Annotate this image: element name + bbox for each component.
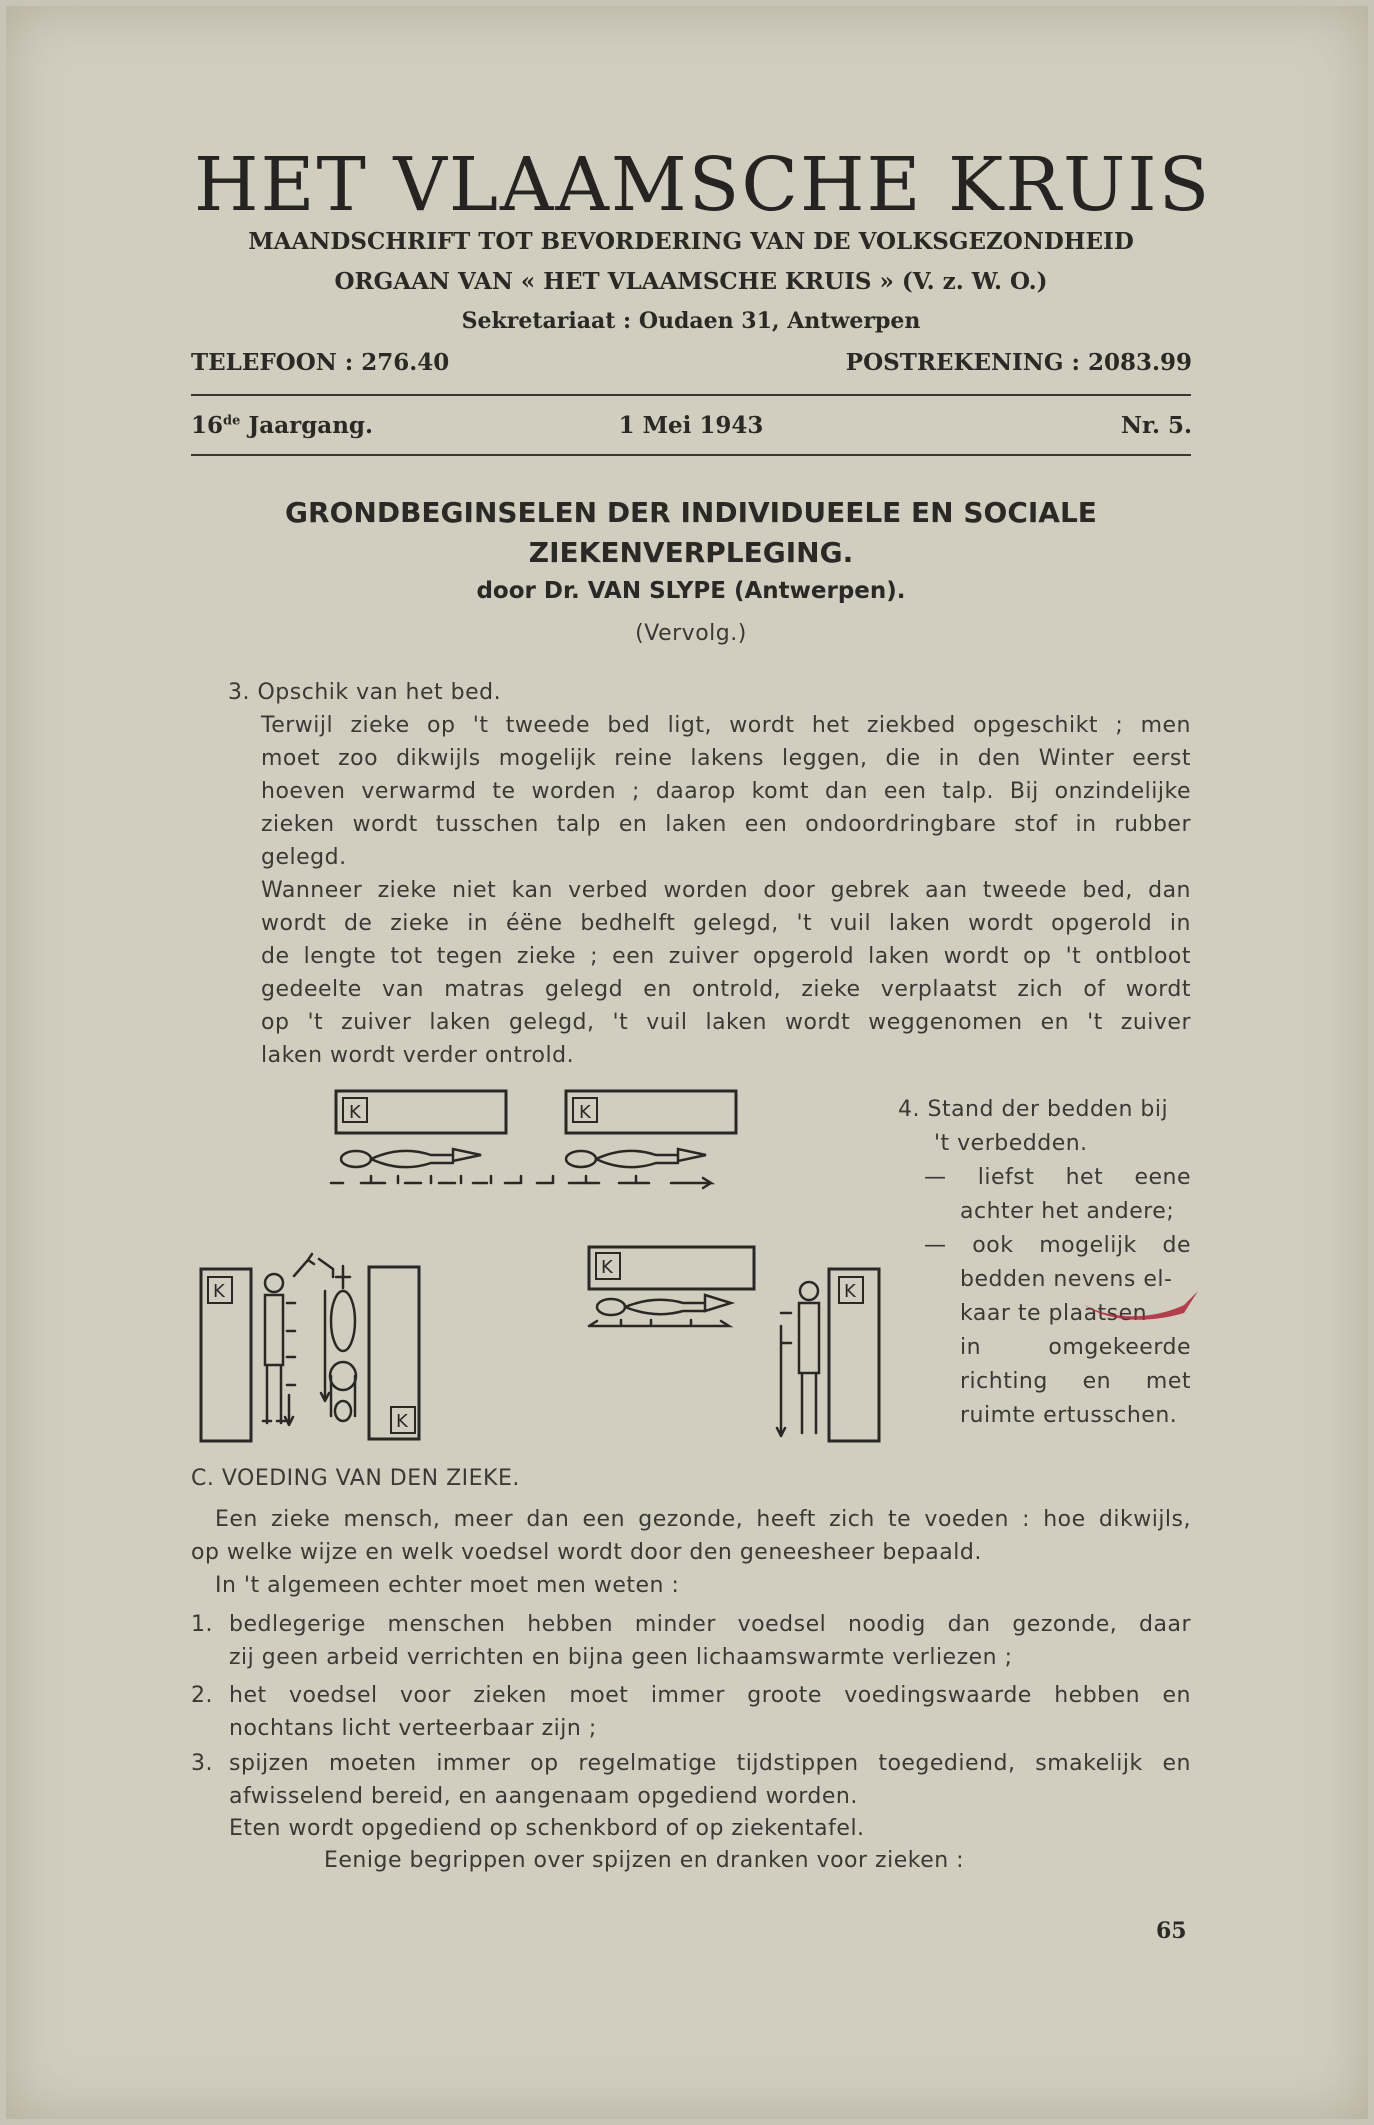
issue-date: 1 Mei 1943	[618, 412, 764, 439]
text-line: hoeven verwarmd te worden ; daarop komt dan een talp. Bij onzindelijke	[261, 779, 1191, 804]
bed-label: K	[844, 1281, 856, 1302]
text-line: bedlegerige menschen hebben minder voedsel noodig dan gezonde, daar	[229, 1612, 1191, 1637]
sectionC-intro	[191, 1503, 1191, 1602]
telephone-number: TELEFOON : 276.40	[191, 349, 450, 376]
text-line: nochtans licht verteerbaar zijn ;	[229, 1716, 597, 1741]
text-line: richting en met	[960, 1369, 1191, 1394]
bed-label: K	[396, 1411, 408, 1432]
issue-number: Nr. 5.	[1120, 412, 1192, 439]
postal-account: POSTREKENING : 2083.99	[845, 349, 1192, 376]
text-line: 't verbedden.	[934, 1131, 1088, 1156]
section3-paragraph2	[261, 874, 1191, 1072]
sectionC-heading: C. VOEDING VAN DEN ZIEKE.	[191, 1466, 520, 1491]
page-sheet	[6, 6, 1368, 2119]
bed-top-right	[566, 1091, 736, 1133]
text-line: de lengte tot tegen zieke ; een zuiver opgerold laken wordt op 't ontbloot	[261, 944, 1191, 969]
text-line: kaar te plaatsen	[960, 1297, 1191, 1331]
list-item	[191, 1679, 1191, 1749]
closing-line-2: Eenige begrippen over spijzen en dranken voor zieken :	[324, 1848, 965, 1873]
text-line: — liefst het eene	[924, 1165, 1191, 1190]
text-line: op 't zuiver laken gelegd, 't vuil laken wordt weggenomen en 't zuiver	[261, 1010, 1191, 1035]
bed-bottom-right-vertical	[829, 1269, 879, 1441]
section4-heading: 4. Stand der bedden bij	[898, 1097, 1169, 1122]
masthead-title: HET VLAAMSCHE KRUIS	[194, 142, 1212, 228]
bed-label: K	[349, 1102, 361, 1123]
text-line: ruimte ertusschen.	[960, 1403, 1178, 1428]
direction-arrows-top	[331, 1176, 711, 1188]
header-rule-bottom	[191, 454, 1191, 456]
text-line: gelegd.	[261, 845, 347, 870]
list-number: 3.	[191, 1751, 213, 1776]
text-line: In 't algemeen echter moet men weten :	[215, 1573, 680, 1598]
text-line: zieken wordt tusschen talp en laken een ondoordringbare stof in rubber	[261, 812, 1191, 837]
standing-patient-left	[263, 1254, 314, 1425]
closing-line-1: Eten wordt opgediend op schenkbord of op ziekentafel.	[229, 1816, 865, 1841]
bed-bottom-right-horizontal	[589, 1247, 754, 1289]
section4-caption	[898, 1093, 1191, 1433]
text-line: wordt de zieke in éëne bedhelft gelegd, 't vuil laken wordt opgerold in	[261, 911, 1191, 936]
list-number: 2.	[191, 1683, 213, 1708]
page-number: 65	[1156, 1918, 1187, 1944]
article-author: door Dr. VAN SLYPE (Antwerpen).	[476, 578, 906, 604]
text-line: bedden nevens el-	[960, 1267, 1173, 1292]
text-line: Een zieke mensch, meer dan een gezonde, heeft zich te voeden : hoe dikwijls,	[215, 1507, 1191, 1532]
text-line: zij geen arbeid verrichten en bijna geen lichaamswarmte verliezen ;	[229, 1645, 1013, 1670]
patient-vertical-center	[319, 1259, 356, 1421]
list-number: 1.	[191, 1612, 213, 1637]
list-item	[191, 1608, 1191, 1678]
text-line: achter het andere;	[960, 1199, 1175, 1224]
text-line: moet zoo dikwijls mogelijk reine lakens leggen, die in den Winter eerst	[261, 746, 1191, 771]
section3-paragraph1	[261, 709, 1191, 874]
masthead-organ: ORGAAN VAN « HET VLAAMSCHE KRUIS » (V. z. W. O.)	[334, 268, 1048, 295]
section3-heading: 3. Opschik van het bed.	[228, 680, 502, 705]
article-title-line1: GRONDBEGINSELEN DER INDIVIDUEELE EN SOCIALE	[285, 496, 1097, 529]
bed-label: K	[579, 1102, 591, 1123]
text-line: laken wordt verder ontrold.	[261, 1043, 575, 1068]
text-line: Wanneer zieke niet kan verbed worden door gebrek aan tweede bed, dan	[261, 878, 1191, 903]
continued-note: (Vervolg.)	[635, 621, 747, 646]
masthead-subtitle: MAANDSCHRIFT TOT BEVORDERING VAN DE VOLKSGEZONDHEID	[248, 228, 1134, 255]
bed-label: K	[213, 1281, 225, 1302]
text-line: in omgekeerde	[960, 1335, 1191, 1360]
text-line: afwisselend bereid, en aangenaam opgediend worden.	[229, 1784, 858, 1809]
text-line: — ook mogelijk de	[924, 1233, 1191, 1258]
masthead-secretariat: Sekretariaat : Oudaen 31, Antwerpen	[461, 308, 921, 334]
text-line: het voedsel voor zieken moet immer groote voedingswaarde hebben en	[229, 1683, 1191, 1708]
standing-patient-right	[777, 1282, 819, 1436]
header-rule-top	[191, 394, 1191, 396]
text-line: spijzen moeten immer op regelmatige tijdstippen toegediend, smakelijk en	[229, 1751, 1191, 1776]
bed-label: K	[601, 1257, 613, 1278]
red-pencil-mark	[1080, 1283, 1200, 1327]
text-line: gedeelte van matras gelegd en ontrold, zieke verplaatst zich of wordt	[261, 977, 1191, 1002]
patient-lying-bottom	[589, 1295, 731, 1326]
bed-bottom-left	[201, 1269, 251, 1441]
patient-lying-top	[341, 1149, 706, 1167]
bed-bottom-center	[369, 1267, 419, 1439]
volume-label: 16de Jaargang.	[191, 412, 374, 439]
bed-positions-illustration	[191, 1081, 891, 1451]
list-item	[191, 1747, 1191, 1817]
bed-top-left	[336, 1091, 506, 1133]
text-line: op welke wijze en welk voedsel wordt door den geneesheer bepaald.	[191, 1540, 982, 1565]
article-title-line2: ZIEKENVERPLEGING.	[528, 536, 854, 569]
text-line: Terwijl zieke op 't tweede bed ligt, wordt het ziekbed opgeschikt ; men	[261, 713, 1191, 738]
